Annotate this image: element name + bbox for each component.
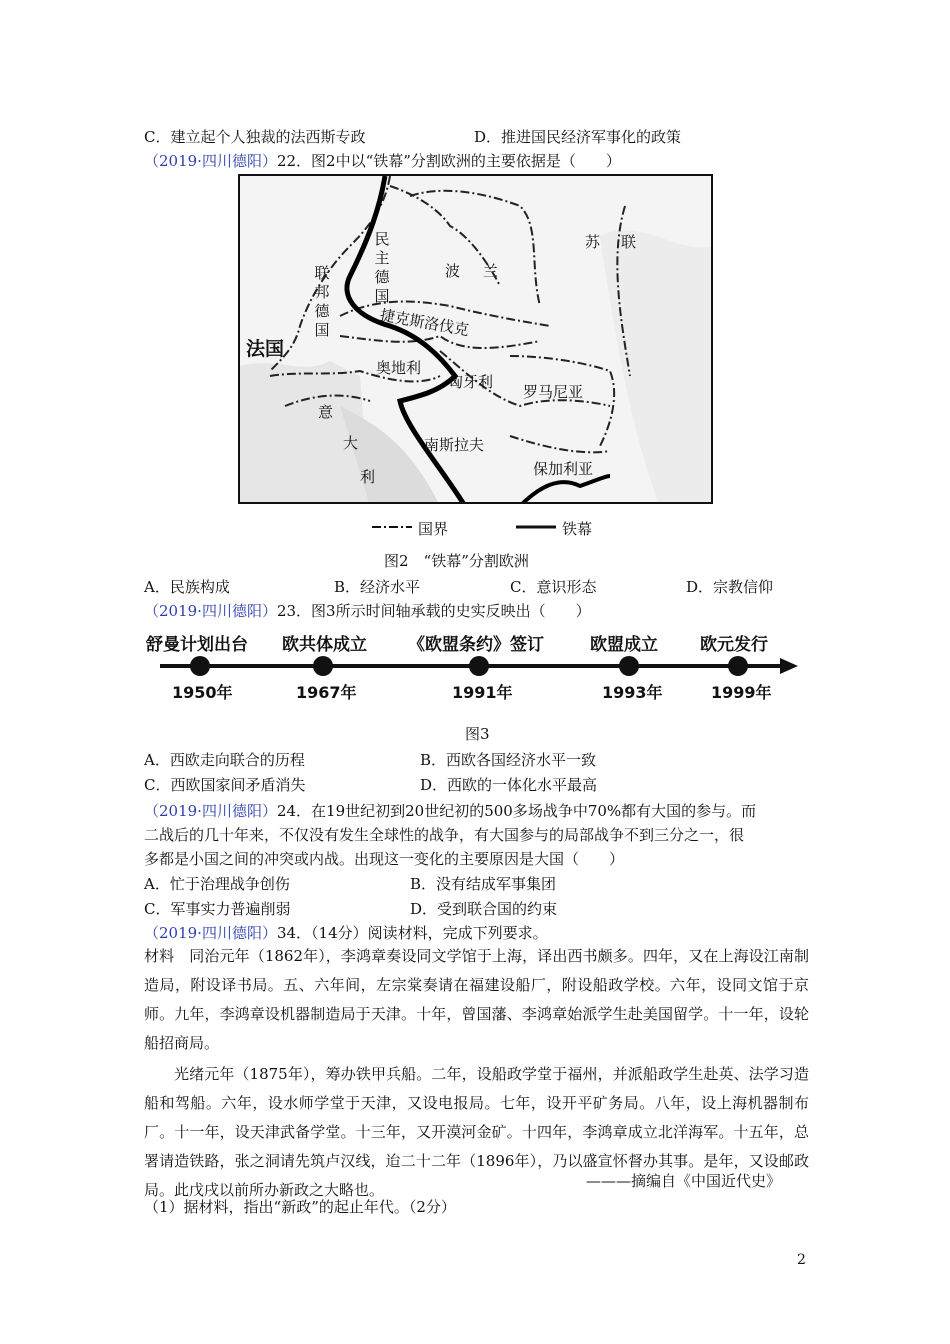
legend-border-label: 国界 [418, 520, 449, 538]
label-italy-2: 大 [343, 434, 359, 452]
figure-3-caption: 图3 [465, 725, 490, 743]
q24-question-1: 24．在19世纪初到20世纪初的500多场战争中70%都有大国的参与。而 [276, 802, 757, 820]
timeline-axis [160, 655, 800, 677]
label-italy-1: 意 [318, 403, 334, 421]
q24-stem-line-1 [144, 800, 756, 822]
timeline-dot-1999 [728, 656, 748, 676]
q22-option-b: B．经济水平 [334, 578, 421, 596]
q34-source: （2019·四川德阳） [144, 924, 277, 942]
q23-question: 23．图3所示时间轴承载的史实反映出（ ） [276, 602, 591, 620]
label-czechoslovakia: 捷克斯洛伐克 [378, 305, 471, 340]
q23-source: （2019·四川德阳） [144, 602, 277, 620]
timeline-event-3: 《欧盟条约》签订 [408, 635, 544, 655]
q24-option-d: D．受到联合国的约束 [410, 900, 558, 918]
timeline-dot-1950 [190, 656, 210, 676]
q22-option-d: D．宗教信仰 [686, 578, 774, 596]
timeline-year-3: 1991年 [452, 683, 513, 702]
label-gdr: 民主德国 [374, 230, 390, 305]
q24-option-a: A．忙于治理战争创伤 [144, 875, 290, 893]
q23-option-c: C．西欧国家间矛盾消失 [144, 776, 306, 794]
label-yugoslavia: 南斯拉夫 [424, 436, 485, 454]
q23-option-b: B．西欧各国经济水平一致 [420, 751, 597, 769]
timeline-dot-1993 [619, 656, 639, 676]
label-austria: 奥地利 [376, 359, 422, 377]
border-czech-south [340, 336, 540, 348]
q34-material-paragraph-2: 光绪元年（1875年），筹办铁甲兵船。二年，设船政学堂于福州，并派船政学生赴英、法学习造船和驾船。六年，设水师学堂于天津，又设电报局。七年，设开平矿务局。八年，设上海机器制布厂。十一年，设天津武备学堂。十三年，又开漠河金矿。十四年，李鸿章成立北洋海军。十五年，总署请造铁路，张之洞请先筑卢汉线，迨二十二年（1896年），乃以盛宣怀督办其事。是年，又设邮政局。此戊戌以前所办新政之大略也。 [144, 1065, 809, 1199]
q21-option-d: D．推进国民经济军事化的政策 [474, 128, 682, 146]
q24-stem-line-2: 二战后的几十年来，不仅没有发生全球性的战争，有大国参与的局部战争不到三分之一，很 [144, 826, 745, 844]
q22-stem [144, 150, 621, 172]
page-number: 2 [797, 1252, 806, 1268]
timeline-event-1: 舒曼计划出台 [146, 635, 248, 655]
label-italy-3: 利 [360, 468, 376, 486]
label-poland-1: 波 [445, 262, 461, 280]
legend-iron-swatch [516, 522, 556, 532]
q24-source: （2019·四川德阳） [144, 802, 277, 820]
q22-question: 22．图2中以“铁幕”分割欧洲的主要依据是（ ） [276, 152, 621, 170]
timeline-event-5: 欧元发行 [700, 635, 768, 655]
label-hungary: 匈牙利 [448, 373, 494, 391]
border-bulgaria [510, 436, 610, 452]
q34-question: 34．（14分）阅读材料，完成下列要求。 [276, 924, 548, 942]
terrain-east [600, 230, 713, 504]
q23-stem [144, 600, 591, 622]
timeline-year-5: 1999年 [711, 683, 772, 702]
q23-option-a: A．西欧走向联合的历程 [144, 751, 305, 769]
label-frg: 联邦德国 [314, 264, 330, 339]
border-frg-west [270, 176, 390, 371]
timeline-year-4: 1993年 [602, 683, 663, 702]
q22-option-a: A．民族构成 [144, 578, 230, 596]
iron-curtain-south [520, 476, 610, 504]
label-romania: 罗马尼亚 [523, 383, 584, 401]
q34-subquestion-1: （1）据材料，指出“新政”的起止年代。（2分） [144, 1198, 456, 1216]
iron-curtain-map [238, 174, 713, 504]
timeline-dot-1991 [469, 656, 489, 676]
label-soviet-1: 苏 [585, 233, 601, 251]
legend-border-swatch [372, 522, 412, 532]
label-france: 法国 [246, 338, 285, 360]
timeline-dot-1967 [313, 656, 333, 676]
figure-2-caption: 图2 “铁幕”分割欧洲 [384, 552, 529, 570]
timeline-event-4: 欧盟成立 [590, 635, 658, 655]
timeline-year-2: 1967年 [296, 683, 357, 702]
q23-option-d: D．西欧的一体化水平最高 [420, 776, 598, 794]
q21-option-c: C．建立起个人独裁的法西斯专政 [144, 128, 366, 146]
label-poland-2: 兰 [483, 262, 499, 280]
q34-material-paragraph-1: 材料 同治元年（1862年），李鸿章奏设同文学馆于上海，译出西书颇多。四年，又在上海设江南制造局，附设译书局。五、六年间，左宗棠奏请在福建设船厂，附设船政学校。六年，设同文馆于京师。九年，李鸿章设机器制造局于天津。十年，曾国藩、李鸿章始派学生赴美国留学。十一年，设轮船招商局。 [144, 947, 809, 1052]
q22-source: （2019·四川德阳） [144, 152, 277, 170]
timeline-event-2: 欧共体成立 [282, 635, 367, 655]
legend-iron-label: 铁幕 [562, 520, 593, 538]
q24-option-b: B．没有结成军事集团 [410, 875, 557, 893]
label-bulgaria: 保加利亚 [533, 460, 594, 478]
q34-stem [144, 922, 548, 944]
label-soviet-2: 联 [621, 233, 637, 251]
q34-attribution: ———摘编自《中国近代史》 [586, 1172, 782, 1190]
timeline-year-1: 1950年 [172, 683, 233, 702]
q22-option-c: C．意识形态 [510, 578, 597, 596]
q24-stem-line-3: 多都是小国之间的冲突或内战。出现这一变化的主要原因是大国（ ） [144, 850, 625, 868]
q24-option-c: C．军事实力普遍削弱 [144, 900, 291, 918]
